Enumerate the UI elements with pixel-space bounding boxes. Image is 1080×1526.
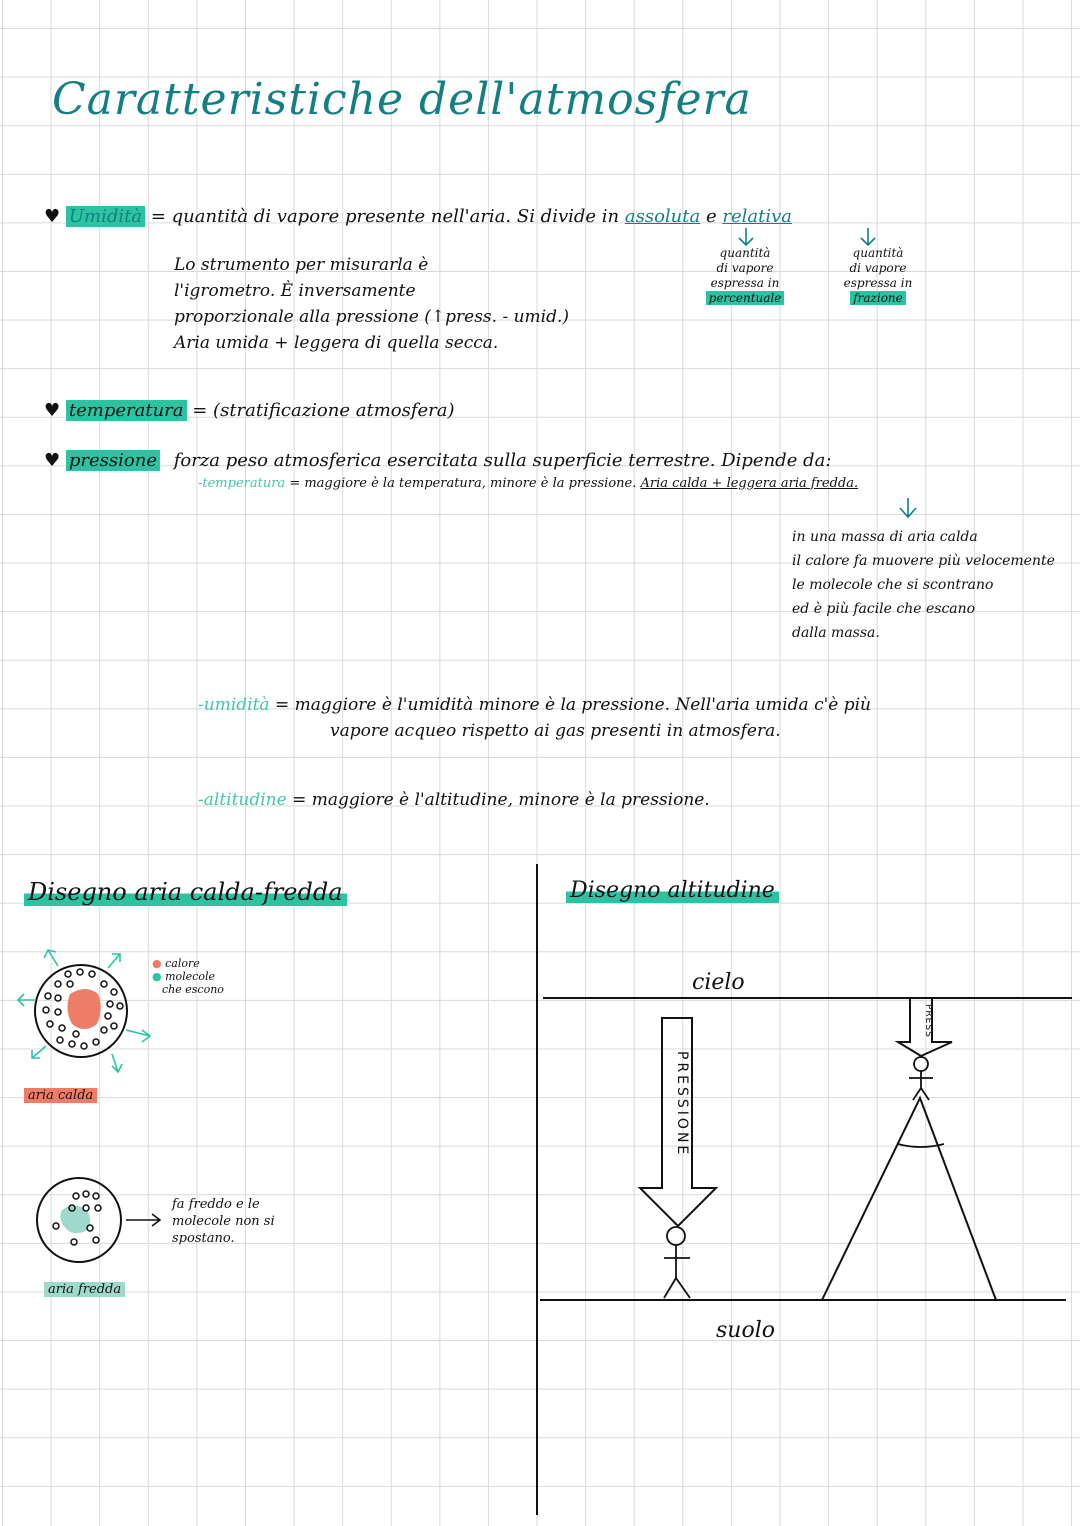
person-ground-icon <box>664 1227 690 1298</box>
note-line: quantità <box>852 246 904 260</box>
temperatura-underlined: Aria calda + leggera aria fredda. <box>640 476 859 491</box>
big-pressure-arrow <box>640 1018 716 1226</box>
note-line: espressa in <box>843 276 913 290</box>
heat-blob <box>67 989 100 1029</box>
arrow-down-icon <box>861 228 875 245</box>
assoluta-tag: percentuale <box>706 291 785 305</box>
label-aria-fredda-text: aria fredda <box>44 1282 125 1297</box>
body-line: l'igrometro. È inversamente <box>174 281 416 301</box>
pressione-text: forza peso atmosferica esercitata sulla superficie terrestre. Dipende da: <box>173 450 832 471</box>
legend-molecole: molecole <box>165 970 216 983</box>
pressione-term: pressione <box>66 450 160 471</box>
umidita-subtext: = maggiore è l'umidità minore è la pressione. Nell'aria umida c'è più <box>274 695 872 715</box>
heat-legend: ● calore ● molecole che escono <box>152 957 224 996</box>
relativa-label: relativa <box>722 206 792 227</box>
note-line: spostano. <box>172 1231 235 1246</box>
note-line: fa freddo e le <box>172 1197 260 1212</box>
note-line: il calore fa muovere più velocemente <box>792 553 1055 569</box>
person-mountain-icon <box>909 1057 933 1100</box>
note-line: dalla massa. <box>792 625 880 641</box>
body-line: Lo strumento per misurarla è <box>174 255 429 275</box>
heart-icon: ♥ <box>44 206 61 227</box>
assoluta-label: assoluta <box>624 206 701 227</box>
temperatura-subtext: = maggiore è la temperatura, minore è la pressione. <box>289 476 637 491</box>
body-line: proporzionale alla pressione (↑press. - umid.) <box>174 307 570 327</box>
note-line: espressa in <box>710 276 780 290</box>
arrow-small-label: PRESS <box>923 1004 933 1038</box>
heart-icon: ♥ <box>44 400 61 421</box>
note-line: quantità <box>719 246 771 260</box>
umidita-sublabel: -umidità <box>198 695 270 715</box>
altitudine-subtext: = maggiore è l'altitudine, minore è la pressione. <box>292 790 710 810</box>
legend-molecole-2: che escono <box>162 983 224 996</box>
note-line: ed è più facile che escano <box>792 601 976 617</box>
temperatura-text: = (stratificazione atmosfera) <box>192 400 455 421</box>
mountain <box>822 1098 996 1300</box>
note-line: in una massa di aria calda <box>792 529 978 545</box>
arrow-big-label: PRESSIONE <box>674 1050 690 1158</box>
note-line: le molecole che si scontrano <box>792 577 994 593</box>
umidita-definition: = quantità di vapore presente nell'aria. Si divide in <box>150 206 620 227</box>
temperatura-term: temperatura <box>66 400 187 421</box>
label-suolo: suolo <box>716 1318 775 1343</box>
relativa-tag: frazione <box>850 291 906 305</box>
arrow-down-icon <box>900 498 916 517</box>
altitudine-sublabel: -altitudine <box>198 790 287 810</box>
umidita-subtext-2: vapore acqueo rispetto ai gas presenti in atmosfera. <box>330 721 781 741</box>
and-label: e <box>705 206 717 227</box>
temperatura-sublabel: -temperatura <box>198 476 286 491</box>
drawing-left-title-text: Disegno aria calda-fredda <box>24 878 347 906</box>
hot-air-diagram <box>18 950 150 1072</box>
body-line: Aria umida + leggera di quella secca. <box>174 333 499 353</box>
cold-air-diagram <box>37 1178 160 1262</box>
page-title: Caratteristiche dell'atmosfera <box>52 74 752 125</box>
label-cielo: cielo <box>692 970 745 995</box>
arrow-down-icon <box>739 228 753 245</box>
heart-icon: ♥ <box>44 450 61 471</box>
small-pressure-arrow <box>898 998 952 1056</box>
note-line: di vapore <box>716 261 774 275</box>
legend-calore: calore <box>165 957 200 970</box>
label-aria-calda-text: aria calda <box>24 1088 97 1103</box>
drawing-right-title-text: Disegno altitudine <box>566 878 779 903</box>
note-line: di vapore <box>849 261 907 275</box>
arrow-right-icon <box>126 1214 160 1226</box>
note-line: molecole non si <box>172 1214 275 1229</box>
umidita-term: Umidità <box>66 206 145 227</box>
